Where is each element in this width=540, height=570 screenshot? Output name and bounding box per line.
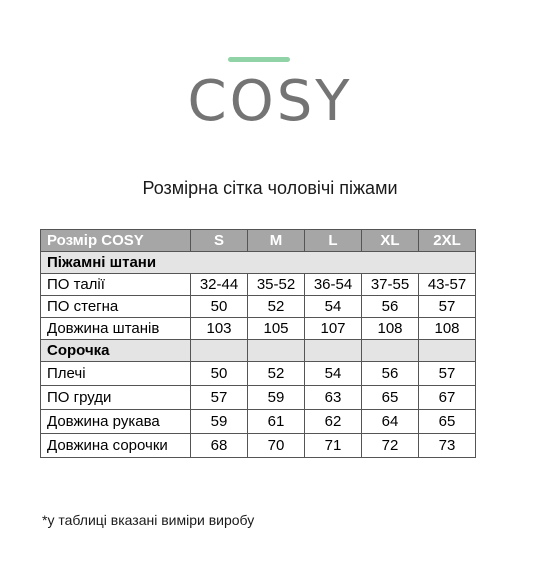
cell-value: 65 (419, 410, 476, 434)
cell-value: 64 (362, 410, 419, 434)
cell-value: 63 (305, 386, 362, 410)
row-label: Довжина штанів (41, 318, 191, 340)
size-chart-table (40, 229, 476, 458)
cell-value: 105 (248, 318, 305, 340)
cell-value: 52 (248, 362, 305, 386)
cell-value: 59 (248, 386, 305, 410)
section-title: Піжамні штани (41, 252, 476, 274)
table-row (41, 386, 476, 410)
cell-value: 57 (419, 296, 476, 318)
section-header-row (41, 252, 476, 274)
section-header-row (41, 340, 476, 362)
cell-value: 107 (305, 318, 362, 340)
row-label: ПО стегна (41, 296, 191, 318)
cell-value: 50 (191, 362, 248, 386)
header-label: Розмір COSY (41, 230, 191, 252)
header-size: M (248, 230, 305, 252)
cell-value: 68 (191, 434, 248, 458)
cell-value: 56 (362, 362, 419, 386)
cell-value: 52 (248, 296, 305, 318)
cell-value: 37-55 (362, 274, 419, 296)
cell-value: 59 (191, 410, 248, 434)
row-label: Довжина сорочки (41, 434, 191, 458)
cell-value: 65 (362, 386, 419, 410)
header-size: 2XL (419, 230, 476, 252)
cell-value: 71 (305, 434, 362, 458)
table-row (41, 296, 476, 318)
table-row (41, 274, 476, 296)
table-row (41, 318, 476, 340)
cell-value: 43-57 (419, 274, 476, 296)
brand-accent-bar (228, 57, 290, 62)
cell-value: 108 (362, 318, 419, 340)
row-label: ПО груди (41, 386, 191, 410)
row-label: ПО талії (41, 274, 191, 296)
cell-value: 36-54 (305, 274, 362, 296)
header-size: XL (362, 230, 419, 252)
table-row (41, 434, 476, 458)
cell-value: 57 (191, 386, 248, 410)
cell-value: 62 (305, 410, 362, 434)
table-header-row (41, 230, 476, 252)
footnote: *у таблиці вказані виміри виробу (42, 512, 255, 528)
table-row (41, 362, 476, 386)
row-label: Плечі (41, 362, 191, 386)
cell-value: 103 (191, 318, 248, 340)
cell-value: 67 (419, 386, 476, 410)
cell-value: 108 (419, 318, 476, 340)
cell-value: 57 (419, 362, 476, 386)
section-title: Сорочка (41, 340, 191, 362)
cell-value: 54 (305, 296, 362, 318)
cell-value: 61 (248, 410, 305, 434)
cell-value: 32-44 (191, 274, 248, 296)
cell-value: 50 (191, 296, 248, 318)
cell-value: 35-52 (248, 274, 305, 296)
cell-value: 72 (362, 434, 419, 458)
header-size: L (305, 230, 362, 252)
row-label: Довжина рукава (41, 410, 191, 434)
cell-value: 70 (248, 434, 305, 458)
table-row (41, 410, 476, 434)
brand-logo: COSY (187, 69, 353, 134)
header-size: S (191, 230, 248, 252)
cell-value: 73 (419, 434, 476, 458)
cell-value: 56 (362, 296, 419, 318)
page-title: Розмірна сітка чоловічі піжами (142, 178, 398, 198)
cell-value: 54 (305, 362, 362, 386)
